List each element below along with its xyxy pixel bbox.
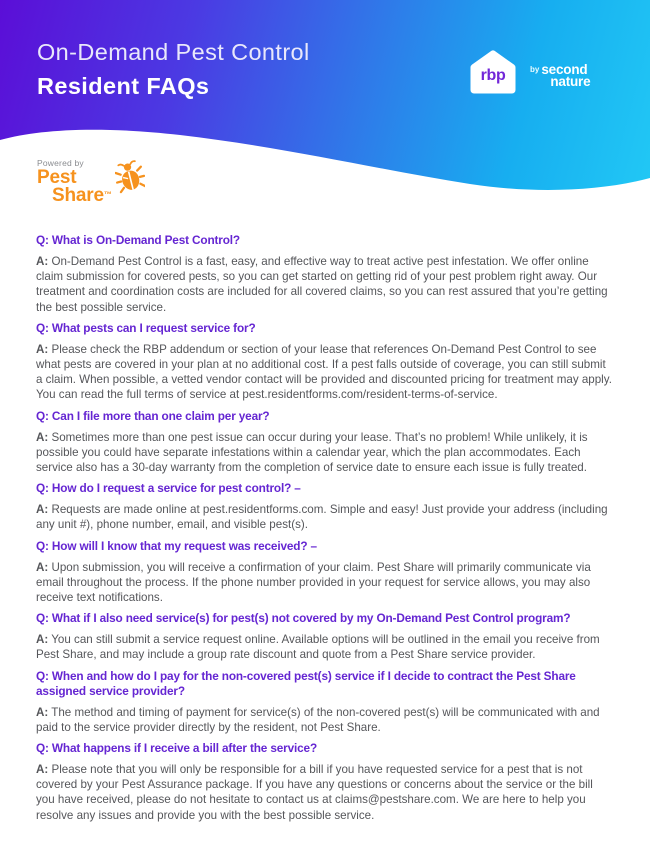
faq-question: Q: What is On-Demand Pest Control?: [36, 233, 240, 247]
second-nature-logotype: [530, 59, 590, 87]
faq-question: Q: How will I know that my request was received? –: [36, 538, 317, 553]
faq-item: [36, 481, 614, 532]
faq-answer: A: Upon submission, you will receive a confirmation of your claim. Pest Share will primarily communicate via email throughout the process. If the phone number provided in your request for service allows, you may also receive text notifications.: [36, 560, 591, 605]
second-nature-line1: second: [541, 62, 588, 77]
faq-item: [36, 233, 614, 315]
faq-answer: A: You can still submit a service request online. Available options will be outlined in the email you receive from Pest Share, and may include a group rate discount and quote from a Pest Share service provider.: [36, 633, 600, 662]
faq-answer: A: Please check the RBP addendum or section of your lease that references On-Demand Pest Control to see what pests are covered in your plan at no additional cost. If a pest falls outside of coverage, you can still submit a claim. When possible, a vetted vendor contact will be provided and discounted pricing for treatment may apply. You can read the full terms of service at pest.residentforms.com/resident-terms-of-service.: [36, 342, 612, 402]
page-title-line1: On-Demand Pest Control: [37, 39, 310, 65]
page-title: [37, 38, 310, 100]
pestshare-wordmark-line2: Share™: [52, 184, 112, 206]
faq-item: [36, 539, 614, 606]
faq-item: [36, 409, 614, 476]
by-label: by: [530, 65, 540, 74]
faq-question: Q: When and how do I pay for the non-covered pest(s) service if I decide to contract the Pest Share assigned service provider?: [36, 668, 576, 698]
faq-answer: A: Requests are made online at pest.residentforms.com. Simple and easy! Just provide your address (including any unit #), phone number, email, and visible pest(s).: [36, 503, 608, 532]
trademark-symbol: ™: [103, 189, 112, 199]
rbp-second-nature-brand: [466, 46, 590, 100]
faq-content: [0, 218, 650, 823]
pestshare-wordmark-line1: Pest: [37, 167, 77, 188]
page-title-line2: Resident FAQs: [37, 73, 210, 99]
faq-item: [36, 611, 614, 662]
faq-answer: A: Please note that you will only be responsible for a bill if you have requested service for a pest that is not covered by your Pest Assurance package. If you have any questions or concerns about the service or the bill you have received, please do not hesitate to contact us at claims@pestshare.com. We are here to help you resolve any issues and provide you with the best possible service.: [36, 763, 593, 822]
faq-item: [36, 741, 614, 823]
faq-question: Q: What pests can I request service for?: [36, 320, 256, 335]
faq-item: [36, 321, 614, 403]
faq-question: Q: What happens if I receive a bill after the service?: [36, 741, 318, 756]
faq-answer: A: On-Demand Pest Control is a fast, easy, and effective way to treat active pest infestation. We offer online claim submission for covered pests, so you can get started on getting rid of your pest problem right away. Our treatment and coordination costs are included for all covered claims, so you can rest assured that you’re getting the best possible service.: [36, 255, 608, 314]
powered-by-pestshare-logo: [37, 158, 145, 204]
faq-answer: A: Sometimes more than one pest issue can occur during your lease. That’s no problem! While unlikely, it is possible you could have separate infestations within a calendar year, which the plan accommodates. Each service also has a 30-day warranty from the completion of service date to ensure each issue is fully treated.: [36, 430, 588, 475]
faq-question: Q: Can I file more than one claim per year?: [36, 408, 270, 423]
second-nature-line2: nature: [550, 73, 591, 89]
powered-by-label: Powered by: [37, 158, 84, 168]
rbp-logo: [466, 46, 520, 100]
header-banner: [0, 0, 650, 218]
faq-question: Q: What if I also need service(s) for pest(s) not covered by my On-Demand Pest Control program?: [36, 611, 571, 626]
faq-item: [36, 669, 614, 735]
rbp-logo-label: rbp: [480, 67, 506, 84]
faq-question: Q: How do I request a service for pest control? –: [36, 481, 301, 496]
bug-icon: [115, 160, 145, 194]
faq-answer: A: The method and timing of payment for service(s) of the non-covered pest(s) will be communicated with and paid to the service provider directly by the resident, not Pest Share.: [36, 705, 600, 734]
